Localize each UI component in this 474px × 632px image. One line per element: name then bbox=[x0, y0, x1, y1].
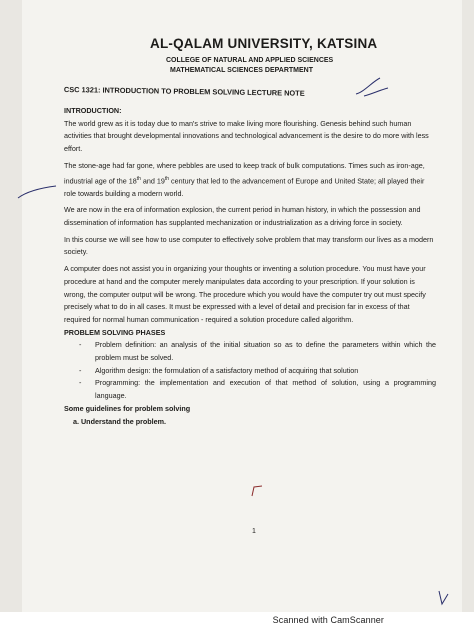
paragraph: We are now in the era of information explosion, the current period in human history, in which the possession and dissemination of information has supplanted mechanization or industrialization as a driving force in society. bbox=[64, 205, 421, 228]
phases-list bbox=[64, 339, 436, 403]
department-name: MATHEMATICAL SCIENCES DEPARTMENT bbox=[170, 67, 313, 74]
list-item: - Programming: the implementation and execution of that method of solution, using a programming language. bbox=[64, 377, 436, 402]
scanner-watermark: Scanned with CamScanner bbox=[272, 615, 384, 625]
course-title: CSC 1321: INTRODUCTION TO PROBLEM SOLVING LECTURE NOTE bbox=[63, 85, 305, 98]
page-number: 1 bbox=[252, 528, 256, 535]
handwritten-mark-icon bbox=[352, 74, 392, 100]
paragraph: In this course we will see how to use computer to effectively solve problem that may transform our lives as a modern society. bbox=[64, 234, 434, 257]
pen-mark-icon bbox=[436, 588, 452, 608]
scanner-footer bbox=[0, 612, 474, 632]
guidelines-heading: Some guidelines for problem solving bbox=[64, 403, 191, 413]
list-item: - Problem definition: an analysis of the initial situation so as to define the parameters within which the problem must be solved. bbox=[64, 339, 436, 364]
university-title: AL-QALAM UNIVERSITY, KATSINA bbox=[150, 36, 378, 51]
college-name: COLLEGE OF NATURAL AND APPLIED SCIENCES bbox=[166, 57, 334, 64]
introduction-heading: INTRODUCTION: bbox=[64, 106, 122, 115]
list-item: - Algorithm design: the formulation of a satisfactory method of acquiring that solution bbox=[64, 365, 436, 378]
paragraph: A computer does not assist you in organizing your thoughts or inventing a solution procedure. You must have your procedure at hand and the computer merely manipulates data according to your prescription. If your solution is wrong, the computer output will be wrong. The procedure which you would have the computer try out must specify precisely what to do in all cases. It must be expressed with a level of detail and precision far in excess of that required for normal human communication - required a solution procedure called algorithm. bbox=[64, 264, 426, 324]
arrow-mark-icon bbox=[16, 178, 58, 202]
paragraph: The world grew as it is today due to man's strive to make living more flourishing. Genesis behind such human activities that brought developmental innovations and technological advancement is the desire to do more with less effort. bbox=[64, 118, 429, 154]
paragraph: The stone-age had far gone, where pebbles are used to keep track of bulk computations. Times such as iron-age, industrial age of the 18th and 19th century that led to the advancement of Europe and United State; all played their role towards building a modern world. bbox=[64, 160, 425, 198]
phases-heading: PROBLEM SOLVING PHASES bbox=[64, 327, 166, 337]
lecture-body bbox=[64, 105, 436, 428]
pen-mark-icon bbox=[248, 484, 268, 498]
list-item: a. Understand the problem. bbox=[73, 416, 167, 426]
